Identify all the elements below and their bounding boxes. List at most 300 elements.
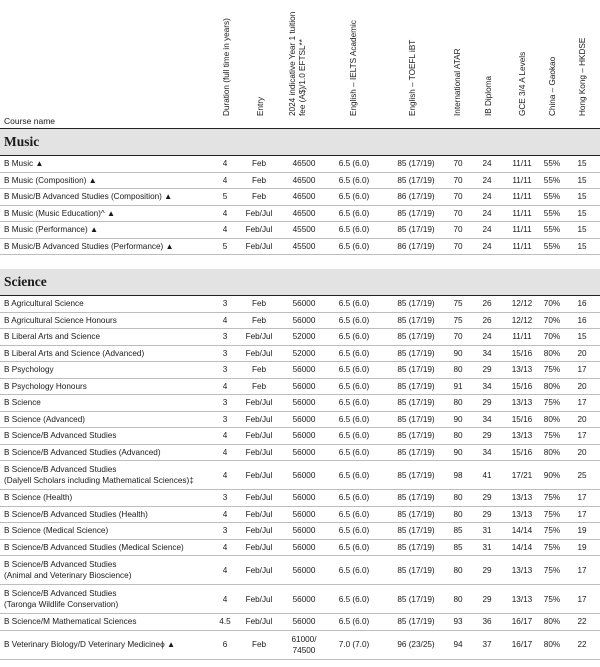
cell-gce bbox=[510, 631, 534, 659]
cell-atar bbox=[446, 346, 470, 362]
cell-value: 24 bbox=[482, 241, 492, 251]
cell-value: 85 bbox=[453, 526, 463, 536]
cell-value: 17 bbox=[577, 565, 587, 575]
cell-toefl bbox=[390, 329, 442, 345]
cell-value: 45500 bbox=[292, 241, 316, 251]
table-row bbox=[0, 296, 600, 313]
cell-ielts bbox=[333, 379, 375, 395]
cell-value: 56000 bbox=[292, 493, 316, 503]
cell-value: 6.5 (6.0) bbox=[338, 332, 370, 342]
cell-value: Feb bbox=[251, 159, 267, 169]
cell-china bbox=[540, 523, 564, 539]
cell-value: 80% bbox=[543, 447, 561, 457]
cell-value: 56000 bbox=[292, 398, 316, 408]
course-name-text: B Music/B Advanced Studies (Performance) ▲ bbox=[4, 241, 174, 251]
cell-atar bbox=[446, 445, 470, 461]
cell-hk bbox=[570, 507, 594, 523]
cell-ib bbox=[479, 614, 495, 630]
cell-value: Feb bbox=[251, 299, 267, 309]
column-header-duration bbox=[222, 7, 232, 125]
cell-value: 85 (17/19) bbox=[397, 315, 435, 325]
cell-fee bbox=[283, 490, 325, 506]
cell-hk bbox=[570, 631, 594, 659]
cell-china bbox=[540, 412, 564, 428]
cell-value: Feb bbox=[251, 175, 267, 185]
cell-value: 85 (17/19) bbox=[397, 509, 435, 519]
cell-value: Feb/Jul bbox=[245, 431, 273, 441]
cell-value: 4 bbox=[222, 225, 228, 235]
cell-toefl bbox=[390, 222, 442, 238]
cell-value: 4 bbox=[222, 470, 228, 480]
cell-atar bbox=[446, 614, 470, 630]
cell-ielts bbox=[333, 395, 375, 411]
cell-value: 20 bbox=[577, 447, 587, 457]
cell-value: 56000 bbox=[292, 594, 316, 604]
cell-gce bbox=[510, 507, 534, 523]
cell-value: 86 (17/19) bbox=[397, 192, 435, 202]
cell-toefl bbox=[390, 395, 442, 411]
column-header-toefl bbox=[408, 7, 418, 125]
cell-gce bbox=[510, 412, 534, 428]
cell-duration bbox=[216, 329, 234, 345]
cell-value: 6.5 (6.0) bbox=[338, 225, 370, 235]
cell-value: 29 bbox=[482, 594, 492, 604]
cell-entry bbox=[240, 585, 278, 613]
cell-hk bbox=[570, 540, 594, 556]
cell-toefl bbox=[390, 156, 442, 172]
cell-value: 85 (17/19) bbox=[397, 159, 435, 169]
cell-value: 70% bbox=[543, 315, 561, 325]
cell-china bbox=[540, 313, 564, 329]
cell-toefl bbox=[390, 507, 442, 523]
course-name-text: B Agricultural Science bbox=[4, 299, 84, 309]
cell-gce bbox=[510, 206, 534, 222]
cell-toefl bbox=[390, 346, 442, 362]
cell-value: 31 bbox=[482, 542, 492, 552]
section-title: Science bbox=[4, 274, 47, 289]
column-header-gce bbox=[518, 7, 528, 125]
cell-value: 91 bbox=[453, 381, 463, 391]
cell-gce bbox=[510, 540, 534, 556]
cell-toefl bbox=[390, 296, 442, 312]
cell-value: 4 bbox=[222, 542, 228, 552]
cell-ib bbox=[479, 239, 495, 255]
cell-china bbox=[540, 329, 564, 345]
cell-atar bbox=[446, 222, 470, 238]
cell-value: 6.5 (6.0) bbox=[338, 299, 370, 309]
cell-value: 3 bbox=[222, 365, 228, 375]
cell-value: 29 bbox=[482, 398, 492, 408]
section-title: Music bbox=[4, 134, 40, 149]
cell-gce bbox=[510, 173, 534, 189]
cell-china bbox=[540, 189, 564, 205]
cell-atar bbox=[446, 156, 470, 172]
cell-value: 4 bbox=[222, 315, 228, 325]
cell-value: 85 (17/19) bbox=[397, 299, 435, 309]
cell-value: 24 bbox=[482, 192, 492, 202]
cell-value: Feb/Jul bbox=[245, 594, 273, 604]
course-name bbox=[4, 490, 216, 506]
cell-value: 11/11 bbox=[512, 241, 532, 251]
course-name-text: B Liberal Arts and Science bbox=[4, 332, 101, 342]
cell-ielts bbox=[333, 412, 375, 428]
cell-fee bbox=[283, 395, 325, 411]
cell-value: 15 bbox=[577, 192, 587, 202]
cell-china bbox=[540, 585, 564, 613]
cell-hk bbox=[570, 412, 594, 428]
cell-entry bbox=[240, 362, 278, 378]
cell-value: Feb/Jul bbox=[245, 332, 273, 342]
cell-gce bbox=[510, 461, 534, 489]
cell-value: 17/21 bbox=[511, 470, 533, 480]
cell-ielts bbox=[333, 523, 375, 539]
cell-hk bbox=[570, 239, 594, 255]
cell-gce bbox=[510, 222, 534, 238]
cell-value: 96 (23/25) bbox=[397, 640, 435, 649]
cell-value: 6.5 (6.0) bbox=[338, 381, 370, 391]
cell-value: 17 bbox=[577, 365, 587, 375]
cell-toefl bbox=[390, 631, 442, 659]
cell-value: 85 (17/19) bbox=[397, 398, 435, 408]
cell-value: 12/12 bbox=[511, 315, 533, 325]
cell-value: 6.5 (6.0) bbox=[338, 315, 370, 325]
cell-duration bbox=[216, 239, 234, 255]
cell-atar bbox=[446, 173, 470, 189]
cell-value: 75 bbox=[453, 299, 463, 309]
cell-value: 29 bbox=[482, 509, 492, 519]
cell-value: 24 bbox=[482, 159, 492, 169]
cell-value: 22 bbox=[577, 617, 587, 627]
fee-line1: 61000/ bbox=[291, 634, 317, 644]
cell-toefl bbox=[390, 614, 442, 630]
cell-entry bbox=[240, 523, 278, 539]
cell-value: 56000 bbox=[292, 365, 316, 375]
cell-value: 56000 bbox=[292, 447, 316, 457]
course-name-text: B Music (Performance) ▲ bbox=[4, 225, 99, 235]
cell-value: 80 bbox=[453, 493, 463, 503]
cell-value: 6.5 (6.0) bbox=[338, 348, 370, 358]
cell-fee bbox=[283, 523, 325, 539]
cell-duration bbox=[216, 313, 234, 329]
cell-value: 70 bbox=[453, 208, 463, 218]
cell-hk bbox=[570, 362, 594, 378]
cell-value: 55% bbox=[543, 175, 561, 185]
cell-china bbox=[540, 296, 564, 312]
cell-hk bbox=[570, 428, 594, 444]
cell-value: 6 bbox=[222, 640, 228, 649]
course-name bbox=[4, 540, 216, 556]
cell-toefl bbox=[390, 585, 442, 613]
cell-value: 15 bbox=[577, 175, 587, 185]
cell-value: 56000 bbox=[292, 617, 316, 627]
cell-ib bbox=[479, 206, 495, 222]
cell-value: 85 (17/19) bbox=[397, 617, 435, 627]
cell-duration bbox=[216, 585, 234, 613]
cell-ib bbox=[479, 523, 495, 539]
cell-value: 56000 bbox=[292, 299, 316, 309]
cell-toefl bbox=[390, 445, 442, 461]
cell-fee bbox=[283, 556, 325, 584]
cell-fee bbox=[283, 206, 325, 222]
cell-toefl bbox=[390, 428, 442, 444]
column-header-hk bbox=[578, 7, 588, 125]
cell-value: 20 bbox=[577, 381, 587, 391]
cell-ielts bbox=[333, 362, 375, 378]
cell-value: 4 bbox=[222, 431, 228, 441]
cell-value: 15 bbox=[577, 225, 587, 235]
cell-atar bbox=[446, 395, 470, 411]
cell-value: 6.5 (6.0) bbox=[338, 526, 370, 536]
cell-ielts bbox=[333, 329, 375, 345]
cell-value: 86 (17/19) bbox=[397, 241, 435, 251]
cell-entry bbox=[240, 173, 278, 189]
cell-value: Feb/Jul bbox=[245, 617, 273, 627]
cell-toefl bbox=[390, 189, 442, 205]
cell-value: 6.5 (6.0) bbox=[338, 431, 370, 441]
table-row bbox=[0, 395, 600, 412]
cell-ib bbox=[479, 490, 495, 506]
cell-atar bbox=[446, 206, 470, 222]
course-name-line1: B Science/B Advanced Studies bbox=[4, 465, 117, 474]
table-row bbox=[0, 540, 600, 557]
cell-value: Feb bbox=[251, 315, 267, 325]
cell-value: 93 bbox=[453, 617, 463, 627]
cell-entry bbox=[240, 395, 278, 411]
cell-ielts bbox=[333, 428, 375, 444]
table-row bbox=[0, 379, 600, 396]
cell-value: 6.5 (6.0) bbox=[338, 447, 370, 457]
cell-value: 80 bbox=[453, 431, 463, 441]
cell-duration bbox=[216, 222, 234, 238]
cell-value: 80 bbox=[453, 398, 463, 408]
cell-value: 52000 bbox=[292, 332, 316, 342]
cell-hk bbox=[570, 585, 594, 613]
course-name bbox=[4, 346, 216, 362]
cell-value: 24 bbox=[482, 225, 492, 235]
course-name-text: B Agricultural Science Honours bbox=[4, 315, 117, 325]
cell-value: 7.0 (7.0) bbox=[338, 640, 370, 649]
cell-ib bbox=[479, 313, 495, 329]
section-header-music bbox=[0, 129, 600, 155]
cell-fee bbox=[283, 428, 325, 444]
cell-value: 11/11 bbox=[512, 159, 532, 169]
cell-value: 29 bbox=[482, 493, 492, 503]
cell-fee bbox=[283, 296, 325, 312]
cell-value: 13/13 bbox=[511, 431, 533, 441]
cell-toefl bbox=[390, 362, 442, 378]
cell-value: 17 bbox=[577, 594, 587, 604]
cell-fee bbox=[283, 189, 325, 205]
cell-value: Feb/Jul bbox=[245, 509, 273, 519]
cell-value: 6.5 (6.0) bbox=[338, 208, 370, 218]
cell-value: 29 bbox=[482, 431, 492, 441]
course-name bbox=[4, 395, 216, 411]
cell-value: 46500 bbox=[292, 192, 316, 202]
column-header-fee bbox=[288, 7, 307, 125]
course-name bbox=[4, 461, 216, 489]
cell-toefl bbox=[390, 313, 442, 329]
cell-value: 13/13 bbox=[511, 565, 533, 575]
cell-toefl bbox=[390, 461, 442, 489]
cell-value: 85 (17/19) bbox=[397, 365, 435, 375]
column-header-fee-line2: fee (A$)/1.0 EFTSL** bbox=[298, 38, 307, 116]
cell-value: 75% bbox=[543, 493, 561, 503]
cell-value: Feb/Jul bbox=[245, 542, 273, 552]
cell-atar bbox=[446, 428, 470, 444]
cell-value: Feb bbox=[251, 381, 267, 391]
cell-fee bbox=[283, 445, 325, 461]
cell-value: 3 bbox=[222, 332, 228, 342]
course-name-text: B Music ▲ bbox=[4, 159, 44, 169]
cell-toefl bbox=[390, 523, 442, 539]
cell-value: 56000 bbox=[292, 381, 316, 391]
cell-value: 98 bbox=[453, 470, 463, 480]
column-header-atar bbox=[453, 7, 463, 125]
table-row bbox=[0, 189, 600, 206]
table-row bbox=[0, 585, 600, 614]
cell-value: 46500 bbox=[292, 159, 316, 169]
cell-value: 25 bbox=[577, 470, 587, 480]
cell-ielts bbox=[333, 156, 375, 172]
cell-value: 55% bbox=[543, 241, 561, 251]
course-name bbox=[4, 173, 216, 189]
table-row bbox=[0, 156, 600, 173]
cell-gce bbox=[510, 379, 534, 395]
cell-hk bbox=[570, 379, 594, 395]
cell-gce bbox=[510, 614, 534, 630]
cell-value: 85 (17/19) bbox=[397, 526, 435, 536]
course-name bbox=[4, 379, 216, 395]
cell-value: 4 bbox=[222, 509, 228, 519]
cell-value: 37 bbox=[482, 640, 492, 649]
column-header-ielts bbox=[349, 7, 359, 125]
cell-value: 45500 bbox=[292, 225, 316, 235]
cell-ielts bbox=[333, 346, 375, 362]
cell-value: 6.5 (6.0) bbox=[338, 159, 370, 169]
cell-value: 14/14 bbox=[511, 526, 533, 536]
cell-duration bbox=[216, 379, 234, 395]
cell-hk bbox=[570, 523, 594, 539]
cell-entry bbox=[240, 313, 278, 329]
cell-value: 80% bbox=[543, 640, 561, 649]
cell-value: 55% bbox=[543, 192, 561, 202]
cell-fee bbox=[283, 362, 325, 378]
cell-atar bbox=[446, 189, 470, 205]
cell-duration bbox=[216, 490, 234, 506]
cell-value: 4 bbox=[222, 565, 228, 575]
cell-value: 85 (17/19) bbox=[397, 470, 435, 480]
cell-ib bbox=[479, 395, 495, 411]
cell-ib bbox=[479, 631, 495, 659]
cell-entry bbox=[240, 445, 278, 461]
cell-fee bbox=[283, 461, 325, 489]
cell-china bbox=[540, 173, 564, 189]
cell-china bbox=[540, 395, 564, 411]
column-header-ib bbox=[484, 7, 494, 125]
cell-value: 80 bbox=[453, 365, 463, 375]
cell-value: 5 bbox=[222, 192, 228, 202]
course-name bbox=[4, 239, 216, 255]
cell-entry bbox=[240, 428, 278, 444]
cell-value: 70 bbox=[453, 241, 463, 251]
cell-value: 70% bbox=[543, 332, 561, 342]
cell-value: 4 bbox=[222, 381, 228, 391]
cell-value: 6.5 (6.0) bbox=[338, 594, 370, 604]
cell-ielts bbox=[333, 222, 375, 238]
cell-value: 6.5 (6.0) bbox=[338, 175, 370, 185]
cell-atar bbox=[446, 379, 470, 395]
cell-duration bbox=[216, 540, 234, 556]
cell-duration bbox=[216, 445, 234, 461]
cell-ib bbox=[479, 173, 495, 189]
cell-china bbox=[540, 614, 564, 630]
cell-value: 56000 bbox=[292, 509, 316, 519]
cell-duration bbox=[216, 507, 234, 523]
table-row bbox=[0, 461, 600, 490]
cell-value: 80% bbox=[543, 414, 561, 424]
column-header-label: English – TOEFL iBT bbox=[408, 39, 417, 116]
cell-duration bbox=[216, 362, 234, 378]
column-header-label: Entry bbox=[256, 96, 265, 116]
cell-hk bbox=[570, 296, 594, 312]
cell-atar bbox=[446, 296, 470, 312]
cell-ib bbox=[479, 540, 495, 556]
table-row bbox=[0, 490, 600, 507]
course-name bbox=[4, 362, 216, 378]
cell-gce bbox=[510, 346, 534, 362]
cell-value: 3 bbox=[222, 414, 228, 424]
cell-ib bbox=[479, 412, 495, 428]
cell-value: 24 bbox=[482, 208, 492, 218]
column-header-label: GCE 3/4 A Levels bbox=[518, 51, 527, 116]
cell-value: 16 bbox=[577, 299, 587, 309]
cell-value: 56000 bbox=[292, 414, 316, 424]
cell-china bbox=[540, 346, 564, 362]
cell-value: 11/11 bbox=[512, 192, 532, 202]
cell-china bbox=[540, 507, 564, 523]
course-name-line2: (Taronga Wildlife Conservation) bbox=[4, 600, 119, 609]
cell-value: 24 bbox=[482, 332, 492, 342]
cell-value: 75% bbox=[543, 509, 561, 519]
cell-value: 34 bbox=[482, 381, 492, 391]
course-name bbox=[4, 507, 216, 523]
cell-value: 26 bbox=[482, 315, 492, 325]
cell-entry bbox=[240, 222, 278, 238]
cell-ielts bbox=[333, 296, 375, 312]
cell-value: 52000 bbox=[292, 348, 316, 358]
cell-value: Feb/Jul bbox=[245, 241, 273, 251]
cell-value: 6.5 (6.0) bbox=[338, 365, 370, 375]
cell-fee bbox=[283, 412, 325, 428]
cell-value: 75% bbox=[543, 365, 561, 375]
column-header-china bbox=[548, 7, 558, 125]
course-name-text: B Music (Music Education)^ ▲ bbox=[4, 208, 116, 218]
cell-value: 75% bbox=[543, 594, 561, 604]
cell-value: 4.5 bbox=[219, 617, 231, 627]
cell-ib bbox=[479, 346, 495, 362]
cell-value: Feb/Jul bbox=[245, 414, 273, 424]
course-name-line2: (Animal and Veterinary Bioscience) bbox=[4, 571, 132, 580]
cell-china bbox=[540, 631, 564, 659]
cell-entry bbox=[240, 296, 278, 312]
table-row bbox=[0, 445, 600, 462]
cell-fee bbox=[283, 329, 325, 345]
cell-value: 80 bbox=[453, 565, 463, 575]
cell-ib bbox=[479, 156, 495, 172]
cell-china bbox=[540, 379, 564, 395]
course-name bbox=[4, 222, 216, 238]
course-name bbox=[4, 296, 216, 312]
